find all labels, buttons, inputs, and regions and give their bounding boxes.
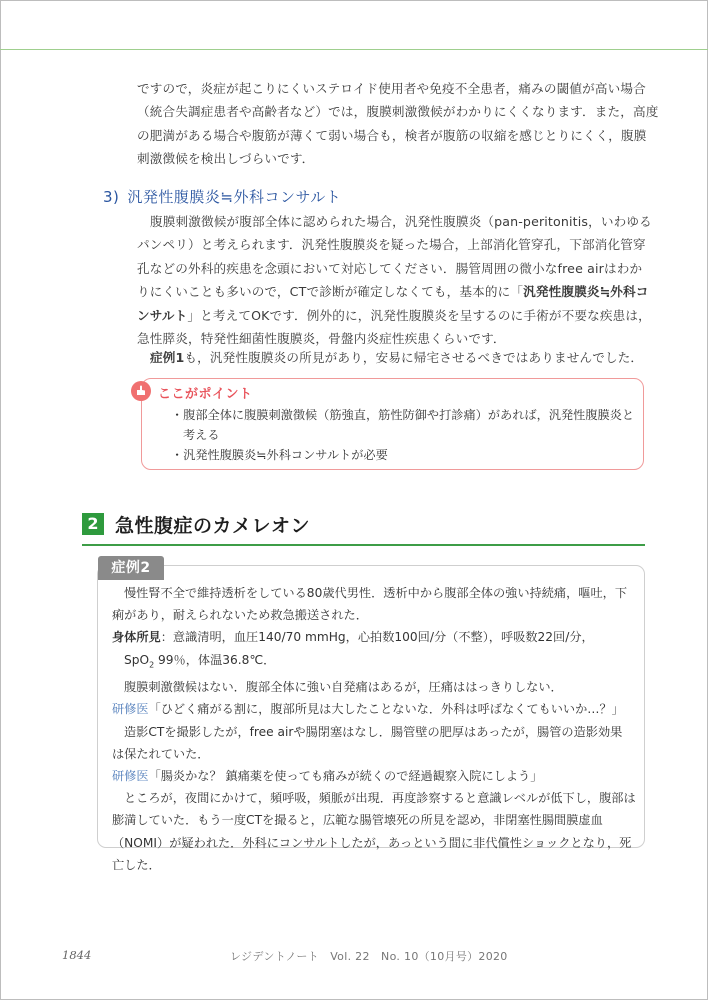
text-line: （統合失調症患者や高齢者など）では，腹膜刺激徴候がわかりにくくなります．また，高度 xyxy=(137,104,659,120)
case-label: 症例2 xyxy=(98,556,164,580)
text-run: 99％，体温36.8℃． xyxy=(154,652,276,667)
header-rule xyxy=(0,49,708,50)
resident-label: 研修医 xyxy=(112,702,149,717)
text-line: 急性膵炎，特発性細菌性腹膜炎，骨盤内炎症性疾患くらいです． xyxy=(137,331,506,347)
case-line: 亡した． xyxy=(112,857,161,872)
text-line xyxy=(137,346,644,369)
case-line: は保たれていた． xyxy=(112,746,210,761)
text-line xyxy=(137,304,651,327)
case-line xyxy=(112,698,632,720)
point-item: ・腹部全体に腹膜刺激徴候（筋強直，筋性防御や打診痛）があれば，汎発性腹膜炎と xyxy=(171,408,635,422)
section-rule xyxy=(82,544,645,546)
emphasis-text: 汎発性腹膜炎≒外科コ xyxy=(523,284,649,300)
subsection-number: 3) xyxy=(103,188,120,206)
page-number: 1844 xyxy=(62,948,92,962)
case-line xyxy=(112,765,632,787)
case-ref: 症例1 xyxy=(150,350,185,365)
journal-footer: レジデントノート Vol. 22 No. 10（10月号）2020 xyxy=(230,950,508,963)
text-run: ：意識清明，血圧140/70 mmHg，心拍数100回/分（不整），呼吸数22回/分， xyxy=(160,630,594,645)
subscript: 2 xyxy=(149,660,155,670)
case-line: 痢があり，耐えられないため救急搬送された． xyxy=(112,608,368,623)
pointing-hand-icon xyxy=(131,381,151,401)
section-title: 急性腹症のカメレオン xyxy=(115,515,311,537)
text-line: ですので，炎症が起こりにくいステロイド使用者や免疫不全患者，痛みの閾値が高い場合 xyxy=(137,81,646,96)
section-number-badge: 2 xyxy=(82,513,104,535)
case-line: ところが，夜間にかけて，頻呼吸，頻脈が出現．再度診察すると意識レベルが低下し，腹部は xyxy=(124,791,636,806)
point-list xyxy=(171,405,633,465)
text-line: 刺激徴候を検出しづらいです． xyxy=(137,151,315,167)
emphasis-text: ンサルト xyxy=(137,307,188,323)
text-line xyxy=(137,280,649,303)
case-line: 膨満していた．もう一度CTを撮ると，広範な腸管壊死の所見を認め，非閉塞性腸間膜虚血 xyxy=(112,813,603,828)
text-line: 孔などの外科的疾患を念頭において対応してください．腸管周囲の微小なfree airはわか xyxy=(137,260,643,276)
point-title: ここがポイント xyxy=(158,387,253,402)
case-body xyxy=(112,582,636,876)
subsection-title: 汎発性腹膜炎≒外科コンサルト xyxy=(127,188,342,206)
case-line xyxy=(112,626,632,648)
text-run: SpO xyxy=(124,652,150,667)
case-line: 慢性腎不全で維持透析をしている80歳代男性．透析中から腹部全体の強い持続痛，嘔吐，下 xyxy=(124,586,628,600)
resident-quote: 「ひどく痛がる割に，腹部所見は大したことないな．外科は呼ばなくてもいいか…？」 xyxy=(148,702,624,717)
findings-label: 身体所見 xyxy=(112,630,161,645)
text-run: も，汎発性腹膜炎の所見があり，安易に帰宅させるべきではありませんでした． xyxy=(184,350,644,365)
text-run: りにくいことも多いので，CTで診断が確定しなくても，基本的に「 xyxy=(137,284,524,300)
subsection-heading xyxy=(103,186,341,207)
paragraph-panperitonitis xyxy=(137,210,652,350)
text-line: パンペリ）と考えられます．汎発性腹膜炎を疑った場合，上部消化管穿孔，下部消化管穿 xyxy=(137,237,646,253)
text-run: 」と考えてOKです．例外的に，汎発性腹膜炎を呈するのに手術が不要な疾患は， xyxy=(187,307,651,323)
case-line xyxy=(112,649,632,677)
point-item-continuation: 考える xyxy=(183,428,220,442)
text-line: の肥満がある場合や腹筋が薄くて弱い場合も，検者が腹筋の収縮を感じとりにくく，腹膜 xyxy=(137,127,647,143)
resident-quote: 「腸炎かな？ 鎮痛薬を使っても痛みが続くので経過観察入院にしよう」 xyxy=(148,769,543,784)
paragraph-case1-note xyxy=(137,346,644,369)
point-item: ・汎発性腹膜炎≒外科コンサルトが必要 xyxy=(171,448,388,462)
case-line: 造影CTを撮影したが，free airや腸閉塞はなし．腸管壁の肥厚はあったが，腸管の造影効果 xyxy=(124,724,623,739)
resident-label: 研修医 xyxy=(112,769,149,784)
paragraph-steroid-masking xyxy=(137,77,659,171)
case-line: （NOMI）が疑われた．外科にコンサルトしたが，あっという間に非代償性ショックとなり，死 xyxy=(112,835,632,850)
case-line: 腹膜刺激徴候はない．腹部全体に強い自発痛はあるが，圧痛ははっきりしない． xyxy=(124,680,563,695)
text-line: 腹膜刺激徴候が腹部全体に認められた場合，汎発性腹膜炎（pan-peritonitis，いわゆる xyxy=(150,214,652,229)
